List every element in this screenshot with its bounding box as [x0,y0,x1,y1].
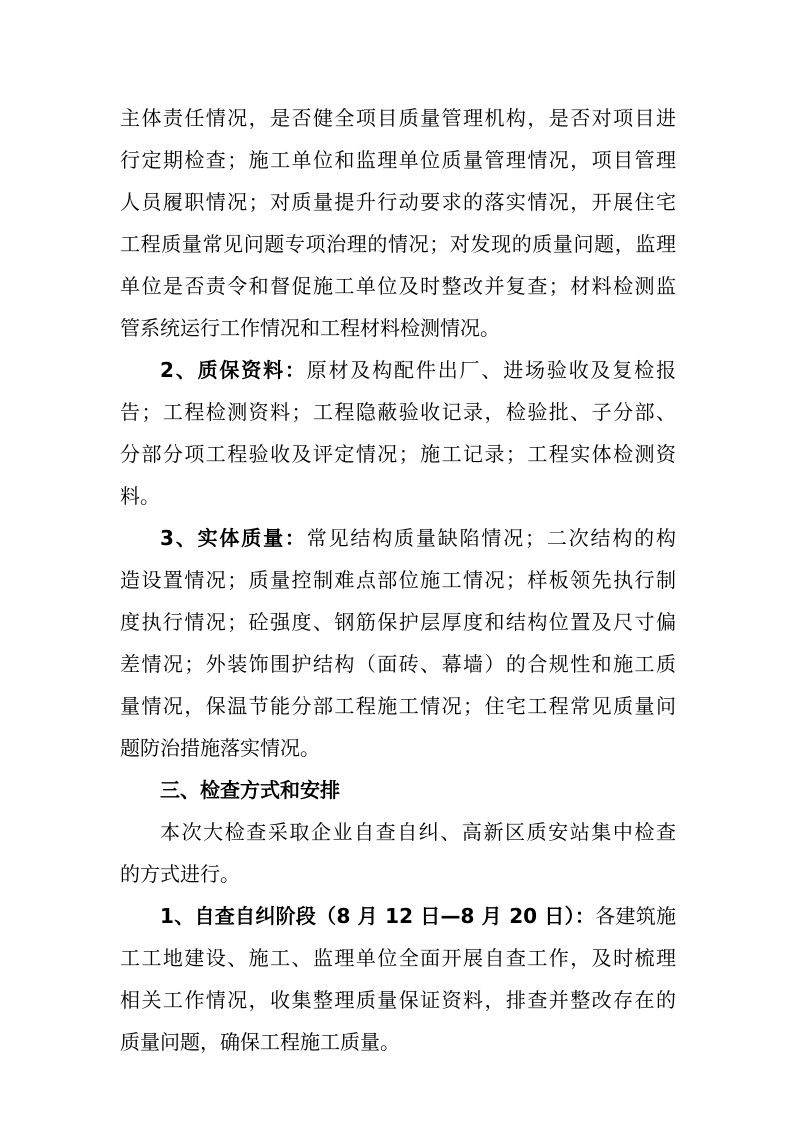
paragraph-line: 质量问题，确保工程施工质量。 [120,1030,400,1054]
paragraph-line: 主体责任情况，是否健全项目质量管理机构，是否对项目进 [120,106,676,130]
stage-1-text: 各建筑施 [595,904,676,928]
paragraph-line: 差情况；外装饰围护结构（面砖、幕墙）的合规性和施工质 [120,652,676,676]
paragraph-line: 量情况，保温节能分部工程施工情况；住宅工程常见质量问 [120,694,676,718]
item-2-text: 原材及构配件出厂、进场验收及复检报 [306,358,677,382]
paragraph-line: 造设置情况；质量控制难点部位施工情况；样板领先执行制 [120,568,676,592]
item-2-label: 2、质保资料： [160,358,307,382]
stage-1-label: 1、自查自纠阶段（8 月 12 日—8 月 20 日）： [160,904,596,928]
paragraph-line: 工工地建设、施工、监理单位全面开展自查工作，及时梳理 [120,946,676,970]
paragraph-line: 料。 [120,484,160,508]
paragraph-line: 人员履职情况；对质量提升行动要求的落实情况，开展住宅 [120,190,676,214]
paragraph-line: 管系统运行工作情况和工程材料检测情况。 [120,316,500,340]
section-intro-line: 本次大检查采取企业自查自纠、高新区质安站集中检查 [160,820,676,844]
paragraph-line: 告；工程检测资料；工程隐蔽验收记录，检验批、子分部、 [120,400,676,424]
paragraph-line: 题防治措施落实情况。 [120,736,320,760]
paragraph-line: 相关工作情况，收集整理质量保证资料，排查并整改存在的 [120,988,676,1012]
paragraph-line: 度执行情况；砼强度、钢筋保护层厚度和结构位置及尺寸偏 [120,610,676,634]
paragraph-line: 分部分项工程验收及评定情况；施工记录；工程实体检测资 [120,442,676,466]
item-3-label: 3、实体质量： [160,526,307,550]
item-3-text: 常见结构质量缺陷情况；二次结构的构 [306,526,677,550]
paragraph-line: 工程质量常见问题专项治理的情况；对发现的质量问题，监理 [120,232,676,256]
item-3-first-line [160,523,676,553]
item-2-first-line [160,355,676,385]
section-heading: 三、检查方式和安排 [160,778,340,802]
stage-1-first-line [160,901,676,931]
paragraph-line: 单位是否责令和督促施工单位及时整改并复查；材料检测监 [120,274,676,298]
paragraph-line: 行定期检查；施工单位和监理单位质量管理情况，项目管理 [120,148,676,172]
section-intro-line: 的方式进行。 [120,862,240,886]
